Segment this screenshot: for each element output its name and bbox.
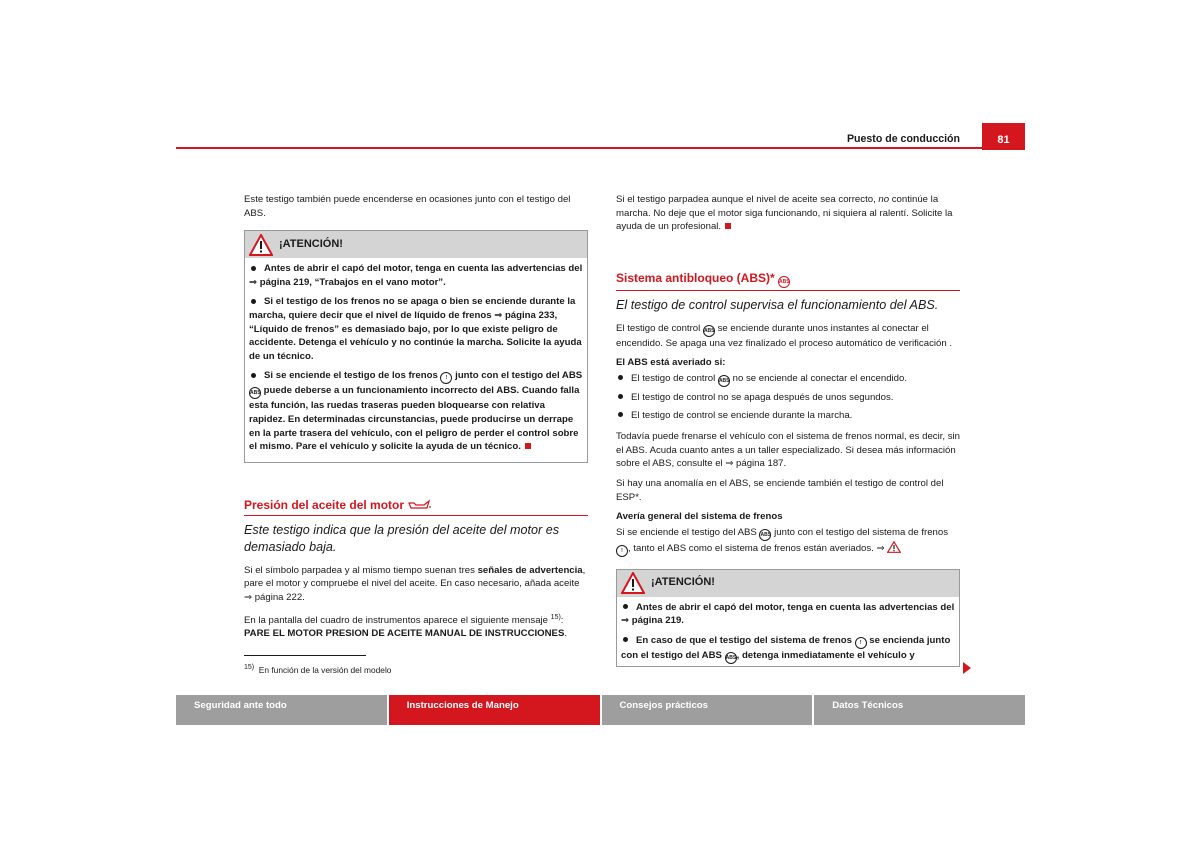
brake-warning-icon: !: [440, 372, 452, 384]
warning-text: junto con el testigo del ABS: [455, 370, 583, 382]
warning-text: puede deberse a un funcionamiento incorrecto del ABS. Cuando falla esta función, las ruedas traseras pueden bloquearse con relativa rapidez. En determinadas circunstancias, puede producirse un derrape en la parte trasera del vehículo, con el peligro de perder el control sobre el mismo. Pare el vehículo y solicite la ayuda de un técnico.: [249, 385, 580, 453]
warning-item: [249, 295, 583, 363]
abs-fault-subtitle: El ABS está averiado si:: [616, 357, 726, 369]
text: El testigo de control no se apaga después de unos segundos.: [631, 391, 894, 403]
text: Si el testigo parpadea aunque el nivel de aceite sea correcto,: [616, 194, 876, 205]
text: .: [564, 628, 568, 640]
warning-text: Antes de abrir el capó del motor, tenga en cuenta las advertencias del ⇒ página 219.: [621, 601, 955, 627]
oil-lead: Este testigo indica que la presión del aceite del motor es demasiado baja.: [244, 522, 560, 554]
footnote-ref: 15): [550, 613, 561, 621]
warning-triangle-icon: [887, 541, 901, 553]
abs-paragraph-4: [616, 526, 960, 557]
warning-text: Si el testigo de los frenos no se apaga o bien se enciende durante la marcha, quiere decir que el nivel de líquido de frenos ⇒ página 233, “Líquido de frenos” es demasiado bajo, por lo que existe peligro de accidente. Detenga el vehículo y no continúe la marcha. Solicite la ayuda de un técnico.: [249, 296, 582, 362]
warning-text: Si se enciende el testigo de los frenos: [264, 370, 438, 382]
text: se enciende durante unos instantes al conectar el encendido. Se apaga una vez finalizado el proceso automático de verificación .: [616, 322, 952, 349]
nav-tab-seguridad[interactable]: Seguridad ante todo: [176, 695, 387, 725]
oil-paragraph-2: [244, 611, 588, 641]
page-number: 81: [982, 123, 1025, 150]
text: El testigo de control: [631, 372, 716, 384]
warning-header: [617, 570, 959, 597]
oil-paragraph-1: [244, 564, 588, 605]
oil-continued-paragraph: [616, 193, 960, 234]
abs-paragraph-3: Si hay una anomalía en el ABS, se enciende también el testigo de control del ESP*.: [616, 477, 944, 503]
oil-can-icon: [407, 499, 431, 509]
warning-item: [621, 601, 955, 628]
text: En la pantalla del cuadro de instrumentos aparece el siguiente mensaje: [244, 614, 548, 626]
text-bold: señales de advertencia: [477, 564, 583, 576]
warning-text: , detenga inmediatamente el vehículo y: [736, 649, 915, 661]
bullet-icon: [251, 299, 256, 304]
warning-body: [245, 258, 587, 462]
text: , pare el motor y compruebe el nivel del aceite. En caso necesario, añada aceite ⇒ página 222.: [244, 564, 586, 603]
warning-text: Antes de abrir el capó del motor, tenga en cuenta las advertencias del ⇒ página 219, “Trabajos en el vano motor”.: [249, 263, 583, 288]
bullet-icon: [623, 637, 628, 642]
footnote-rule: [244, 655, 366, 656]
bullet-icon: [618, 394, 623, 399]
footnote-text: En función de la versión del modelo: [258, 664, 392, 675]
warning-item: [249, 369, 583, 453]
text: :: [560, 614, 564, 626]
text: El testigo de control: [616, 322, 701, 334]
text: El testigo de control se enciende durante la marcha.: [631, 409, 853, 421]
header-rule: [176, 147, 982, 149]
warning-text: se encienda junto con el testigo del ABS: [621, 634, 951, 661]
warning-box-1: [244, 230, 588, 463]
text: Si se enciende el testigo del ABS: [616, 526, 757, 538]
warning-header: [245, 231, 587, 258]
abs-icon: ABS: [759, 529, 771, 541]
warning-title: ¡ATENCIÓN!: [279, 237, 343, 250]
end-mark-icon: [525, 443, 531, 449]
warning-box-2: [616, 569, 960, 667]
abs-icon: ABS: [725, 652, 737, 664]
page-header-title: Puesto de conducción: [846, 133, 960, 145]
bullet-icon: [623, 604, 628, 609]
right-column: [616, 193, 960, 667]
warning-item: [249, 262, 583, 289]
text: junto con el testigo del sistema de frenos: [774, 526, 949, 538]
abs-section-title: [616, 270, 960, 291]
abs-paragraph-2: Todavía puede frenarse el vehículo con el sistema de frenos normal, es decir, sin el ABS. Acuda cuanto antes a un taller especializado. Si desea más información sobre el ABS, consulte el ⇒ página 187.: [616, 431, 960, 470]
abs-icon: ABS: [718, 375, 730, 387]
abs-icon: ABS: [249, 387, 261, 399]
nav-tab-instrucciones[interactable]: Instrucciones de Manejo: [389, 695, 600, 725]
bullet-icon: [251, 373, 256, 378]
abs-lead: El testigo de control supervisa el funcionamiento del ABS.: [616, 297, 939, 312]
nav-tab-datos[interactable]: Datos Técnicos: [814, 695, 1025, 725]
chapter-nav: [176, 695, 1025, 725]
warning-body: [617, 597, 959, 666]
brake-fault-subtitle: Avería general del sistema de frenos: [616, 511, 783, 523]
text: continúe la marcha. No deje que el motor siga funcionando, ni siquiera al ralentí. Solicite la ayuda de un profesional.: [616, 194, 953, 233]
footnote-mark: 15): [244, 664, 255, 671]
bullet-icon: [618, 375, 623, 380]
warning-title: ¡ATENCIÓN!: [651, 576, 715, 589]
oil-section-title-text: Presión del aceite del motor: [244, 497, 405, 512]
brake-warning-icon: !: [616, 545, 628, 557]
text: Si el símbolo parpadea y al mismo tiempo suenan tres: [244, 564, 475, 576]
text: no se enciende al conectar el encendido.: [732, 372, 908, 384]
bullet-icon: [618, 412, 623, 417]
abs-icon: ABS: [778, 276, 790, 288]
continue-arrow-icon: [963, 662, 971, 674]
left-column: [244, 193, 588, 647]
abs-icon: ABS: [703, 325, 715, 337]
text-bold: PARE EL MOTOR PRESION DE ACEITE MANUAL DE INSTRUCCIONES: [244, 628, 565, 640]
abs-paragraph-1: [616, 322, 960, 351]
brake-warning-icon: !: [855, 637, 867, 649]
warning-triangle-icon: [621, 572, 645, 594]
bullet-icon: [251, 266, 256, 271]
nav-tab-consejos[interactable]: Consejos prácticos: [602, 695, 813, 725]
text-italic: no: [878, 194, 890, 205]
footnote: [244, 661, 391, 677]
oil-section-title: [244, 497, 588, 516]
list-item: [616, 409, 960, 423]
warning-item: [621, 634, 955, 664]
warning-text: En caso de que el testigo del sistema de frenos: [636, 634, 852, 646]
intro-paragraph: Este testigo también puede encenderse en ocasiones junto con el testigo del ABS.: [244, 194, 571, 219]
abs-section-title-text: Sistema antibloqueo (ABS)*: [616, 270, 775, 285]
end-mark-icon: [725, 223, 731, 229]
warning-triangle-icon: [249, 234, 273, 256]
list-item: [616, 372, 960, 387]
list-item: [616, 391, 960, 405]
text: , tanto el ABS como el sistema de frenos están averiados. ⇒: [628, 542, 885, 554]
